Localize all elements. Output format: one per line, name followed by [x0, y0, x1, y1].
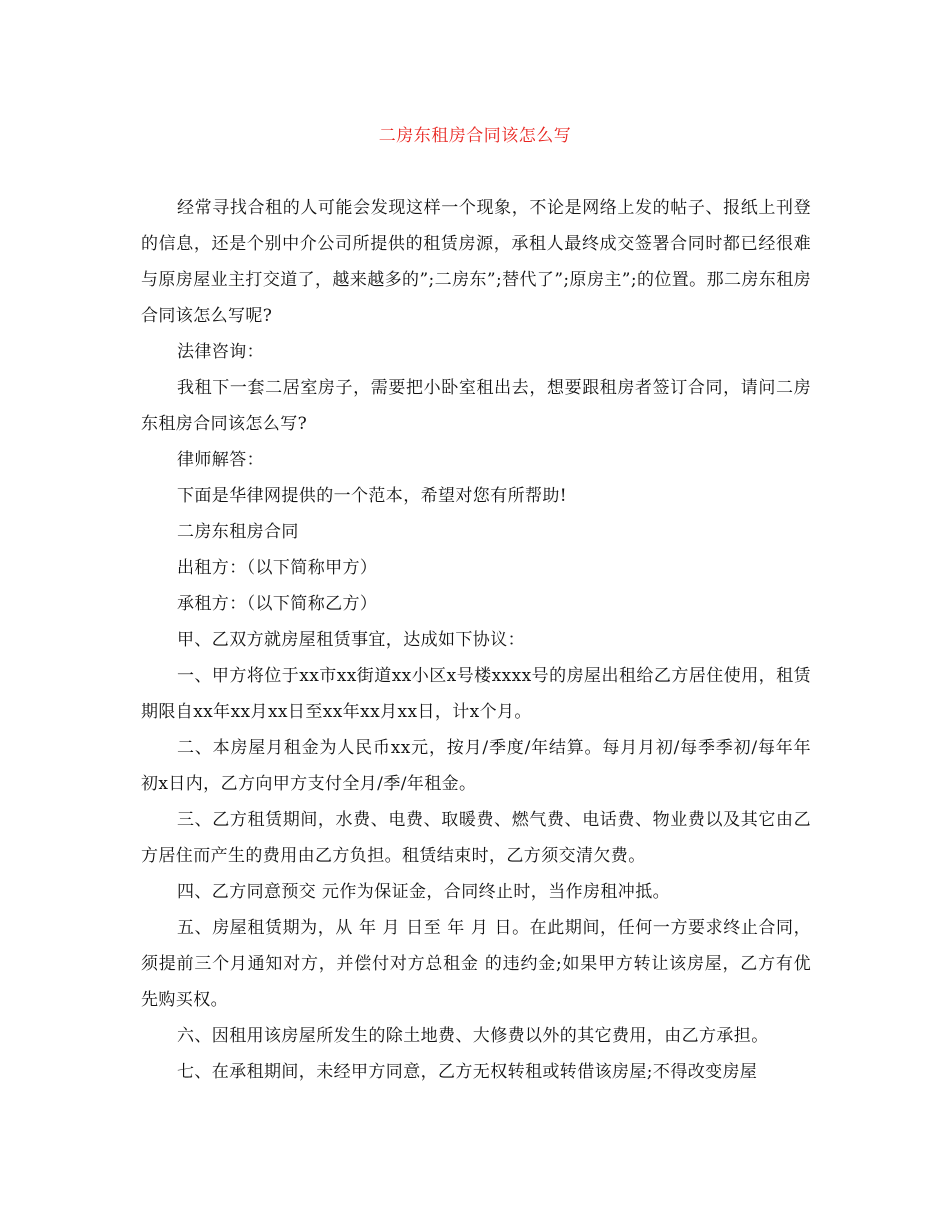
paragraph-lessee: 承租方：（以下简称乙方） — [177, 594, 378, 614]
paragraph-question: 我租下一套二居室房子，需要把小卧室租出去，想要跟租房者签订合同，请问二房东租房合同该怎么写? — [141, 378, 811, 434]
paragraph-lawyer-answer-label: 律师解答： — [177, 450, 264, 470]
clause-7: 七、在承租期间，未经甲方同意，乙方无权转租或转借该房屋;不得改变房屋 — [177, 1062, 758, 1082]
document-title: 二房东租房合同该怎么写 — [378, 126, 572, 146]
paragraph-intro: 经常寻找合租的人可能会发现这样一个现象，不论是网络上发的帖子、报纸上刊登的信息，还是个别中介公司所提供的租赁房源，承租人最终成交签署合同时都已经很难与原房屋业主打交道了，越来越多的”;二房东”;替代了”;原房主”;的位置。那二房东租房合同该怎么写呢? — [141, 198, 811, 326]
paragraph-sample-intro: 下面是华律网提供的一个范本，希望对您有所帮助! — [177, 486, 568, 506]
paragraph-lessor: 出租方：（以下简称甲方） — [177, 558, 378, 578]
clause-2: 二、本房屋月租金为人民币xx元，按月/季度/年结算。每月月初/每季季初/每年年初x日内，乙方向甲方支付全月/季/年租金。 — [141, 738, 811, 794]
document-body — [141, 190, 811, 1090]
clause-5: 五、房屋租赁期为，从 年 月 日至 年 月 日。在此期间，任何一方要求终止合同，须提前三个月通知对方，并偿付对方总租金 的违约金;如果甲方转让该房屋，乙方有优先购买权。 — [141, 918, 811, 1010]
paragraph-agreement: 甲、乙双方就房屋租赁事宜，达成如下协议： — [177, 630, 525, 650]
clause-3: 三、乙方租赁期间，水费、电费、取暖费、燃气费、电话费、物业费以及其它由乙方居住而产生的费用由乙方负担。租赁结束时，乙方须交清欠费。 — [141, 810, 811, 866]
paragraph-contract-title: 二房东租房合同 — [177, 522, 299, 542]
clause-1: 一、甲方将位于xx市xx街道xx小区x号楼xxxx号的房屋出租给乙方居住使用，租赁期限自xx年xx月xx日至xx年xx月xx日，计x个月。 — [141, 666, 811, 722]
paragraph-legal-consult-label: 法律咨询： — [177, 342, 264, 362]
clause-6: 六、因租用该房屋所发生的除土地费、大修费以外的其它费用，由乙方承担。 — [177, 1026, 769, 1046]
clause-4: 四、乙方同意预交 元作为保证金，合同终止时，当作房租冲抵。 — [177, 882, 671, 902]
